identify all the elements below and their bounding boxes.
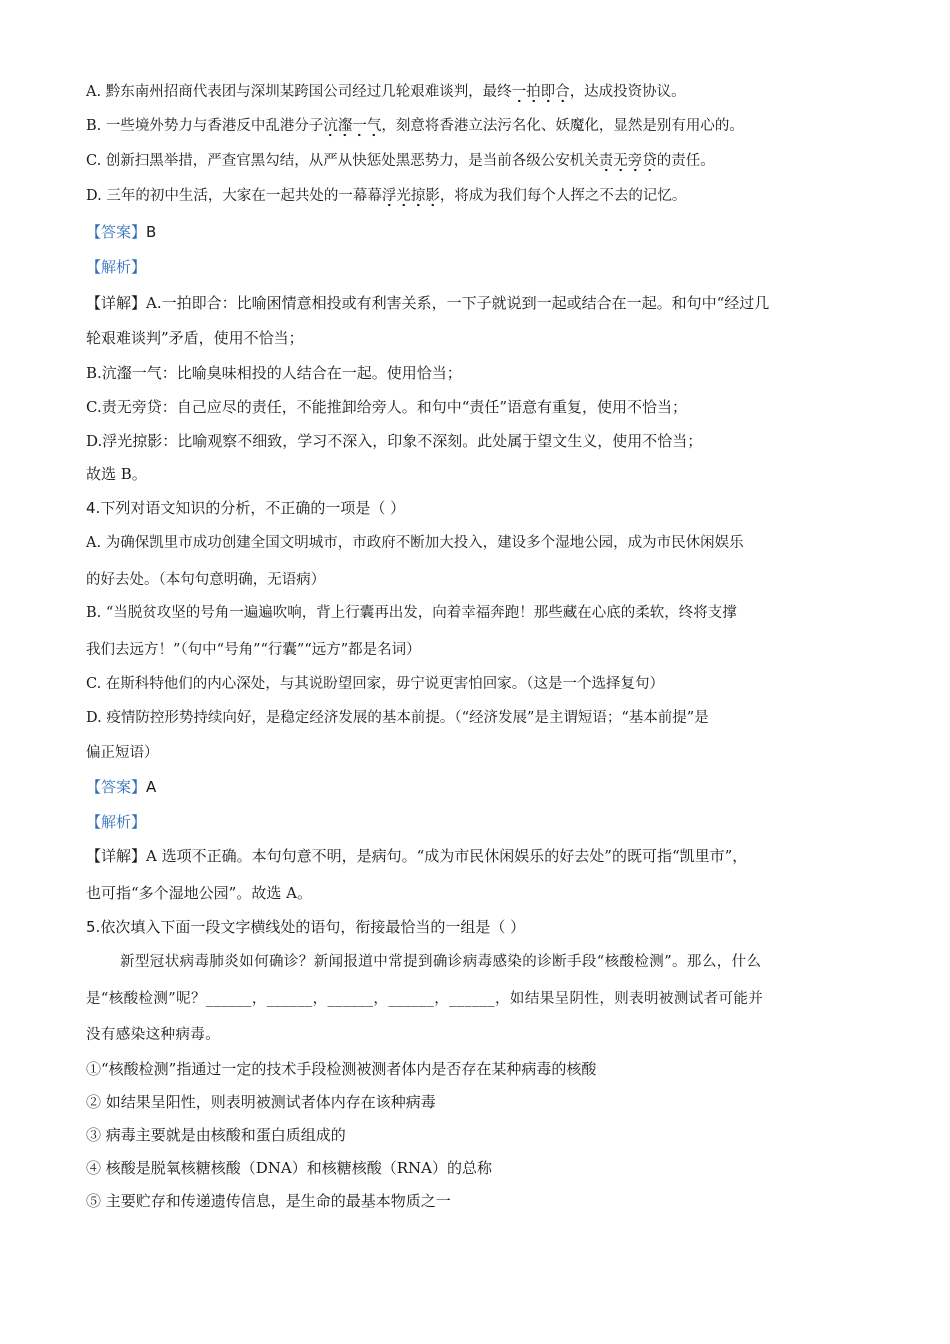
- q3-analysis-text-5: D.浮光掠影：比喻观察不细致，学习不深入，印象不深刻。此处属于望文生义，使用不恰当；: [86, 432, 703, 450]
- q3-answer: [86, 222, 156, 242]
- q5-stem-text: 依次填入下面一段文字横线处的语句，衔接最恰当的一组是（ ）: [100, 918, 526, 936]
- q3-option-d-text: D. 三年的初中生活，大家在一起共处的一幕幕: [86, 188, 382, 204]
- q3-analysis-text-6: 故选 B。: [86, 465, 147, 483]
- q4-option-d-text-1: D. 疫情防控形势持续向好，是稳定经济发展的基本前提。（“经济发展”是主谓短语；“基本前提”是: [86, 710, 709, 726]
- q3-analysis-line-1: [86, 293, 769, 313]
- q5-stem: [86, 917, 525, 937]
- q5-item-text-3: ③ 病毒主要就是由核酸和蛋白质组成的: [86, 1126, 346, 1144]
- q5-passage-line-3: [86, 1025, 220, 1045]
- q4-option-a-line-2: [86, 570, 325, 590]
- q5-item-text-2: ② 如结果呈阳性，则表明被测试者体内存在该种病毒: [86, 1093, 436, 1111]
- q3-option-b-idiom: 沆瀣一气: [323, 118, 381, 137]
- q4-detail-text-1: A 选项不正确。本句句意不明，是病句。“成为市民休闲娱乐的好去处”的既可指“凯里市”，: [146, 847, 748, 865]
- q3-option-b-text: B. 一些境外势力与香港反中乱港分子: [86, 118, 324, 134]
- q4-number: 4.: [86, 499, 101, 517]
- answer-tag: 【答案】: [86, 223, 147, 241]
- q4-option-b-line-1: [86, 603, 737, 623]
- q3-analysis-heading: [86, 257, 146, 277]
- q4-option-a-text-2: 的好去处。（本句句意明确，无语病）: [86, 572, 326, 588]
- q3-option-a-text: A. 黔东南州招商代表团与深圳某跨国公司经过几轮艰难谈判，最终: [86, 84, 512, 100]
- q3-option-d: [86, 186, 686, 206]
- q4-option-b-text-2: 我们去远方！”（句中“号角”“行囊”“远方”都是名词）: [86, 642, 421, 658]
- q3-option-b-tail: ，刻意将香港立法污名化、妖魔化，显然是别有用心的。: [381, 118, 744, 134]
- q5-item-4: [86, 1158, 492, 1178]
- q3-analysis-line-6: [86, 464, 147, 484]
- q4-detail-text-2: 也可指“多个湿地公园”。故选 A。: [86, 884, 312, 902]
- q5-item-3: [86, 1125, 346, 1145]
- q4-detail-line-2: [86, 883, 312, 903]
- q5-item-2: [86, 1092, 436, 1112]
- q5-item-1: [86, 1059, 596, 1079]
- answer-value: A: [146, 778, 157, 796]
- q3-option-a-idiom: 一拍即合: [512, 84, 570, 103]
- q4-option-c-text: C. 在斯科特他们的内心深处，与其说盼望回家，毋宁说更害怕回家。（这是一个选择复句）: [86, 676, 665, 692]
- q3-option-c: [86, 151, 715, 171]
- q3-analysis-text-3: B.沆瀣一气：比喻臭味相投的人结合在一起。使用恰当；: [86, 364, 462, 382]
- detail-tag: 【详解】: [86, 847, 147, 865]
- q3-analysis-text-1: A.一拍即合：比喻困情意相投或有利害关系，一下子就说到一起或结合在一起。和句中“经过几: [146, 294, 770, 312]
- q5-number: 5.: [86, 918, 101, 936]
- q5-passage-text-1: 新型冠状病毒肺炎如何确诊？新闻报道中常提到确诊病毒感染的诊断手段“核酸检测”。那么，什么: [120, 954, 762, 970]
- q4-option-b-line-2: [86, 640, 421, 660]
- q3-option-d-tail: ，将成为我们每个人挥之不去的记忆。: [439, 188, 687, 204]
- answer-tag: 【答案】: [86, 778, 147, 796]
- q3-analysis-text-4: C.责无旁贷：自己应尽的责任，不能推卸给旁人。和句中“责任”语意有重复，使用不恰当；: [86, 398, 688, 416]
- q3-option-c-tail: 的责任。: [656, 153, 715, 169]
- q4-stem: [86, 498, 405, 518]
- q4-option-a-line-1: [86, 533, 744, 553]
- q5-item-text-5: ⑤ 主要贮存和传递遗传信息，是生命的最基本物质之一: [86, 1192, 451, 1210]
- q3-option-c-idiom: 责无旁贷: [599, 153, 657, 172]
- q4-detail-line-1: [86, 846, 747, 866]
- q3-analysis-line-5: [86, 431, 702, 451]
- q3-option-a-tail: ，达成投资协议。: [569, 84, 686, 100]
- q5-passage-text-2: 是“核酸检测”呢？______，______，______，______，______，如结果呈阴性，则表明被测试者可能并: [86, 991, 764, 1007]
- q5-passage-line-2: [86, 989, 763, 1009]
- q4-option-d-line-2: [86, 743, 159, 763]
- analysis-tag: 【解析】: [86, 258, 147, 276]
- q4-option-a-text-1: A. 为确保凯里市成功创建全国文明城市，市政府不断加大投入，建设多个湿地公园，成为市民休闲娱乐: [86, 535, 744, 551]
- q4-analysis-heading: [86, 812, 146, 832]
- q5-passage-line-1: [120, 952, 761, 972]
- q4-option-b-text-1: B. “当脱贫攻坚的号角一遍遍吹响，背上行囊再出发，向着幸福奔跑！那些藏在心底的柔软，终将支撑: [86, 605, 737, 621]
- q3-analysis-line-3: [86, 363, 462, 383]
- q5-item-text-4: ④ 核酸是脱氧核糖核酸（DNA）和核糖核酸（RNA）的总称: [86, 1159, 493, 1177]
- q3-option-b: [86, 116, 744, 136]
- q3-analysis-line-4: [86, 397, 687, 417]
- q5-item-text-1: ①“核酸检测”指通过一定的技术手段检测被测者体内是否存在某种病毒的核酸: [86, 1060, 597, 1078]
- q3-analysis-line-2: [86, 328, 304, 348]
- q4-option-d-text-2: 偏正短语）: [86, 745, 159, 761]
- q3-analysis-text-2: 轮艰难谈判”矛盾，使用不恰当；: [86, 329, 304, 347]
- q4-stem-text: 下列对语文知识的分析，不正确的一项是（ ）: [100, 499, 406, 517]
- q3-option-d-idiom: 浮光掠影: [382, 188, 440, 207]
- answer-value: B: [146, 223, 157, 241]
- detail-tag: 【详解】: [86, 294, 147, 312]
- analysis-tag: 【解析】: [86, 813, 147, 831]
- q4-option-c: [86, 674, 664, 694]
- q3-option-a: [86, 82, 686, 102]
- q5-passage-text-3: 没有感染这种病毒。: [86, 1027, 221, 1043]
- q4-answer: [86, 777, 156, 797]
- q3-option-c-text: C. 创新扫黑举措，严查官黑勾结，从严从快惩处黑恶势力，是当前各级公安机关: [86, 153, 599, 169]
- q5-item-5: [86, 1191, 451, 1211]
- q4-option-d-line-1: [86, 708, 709, 728]
